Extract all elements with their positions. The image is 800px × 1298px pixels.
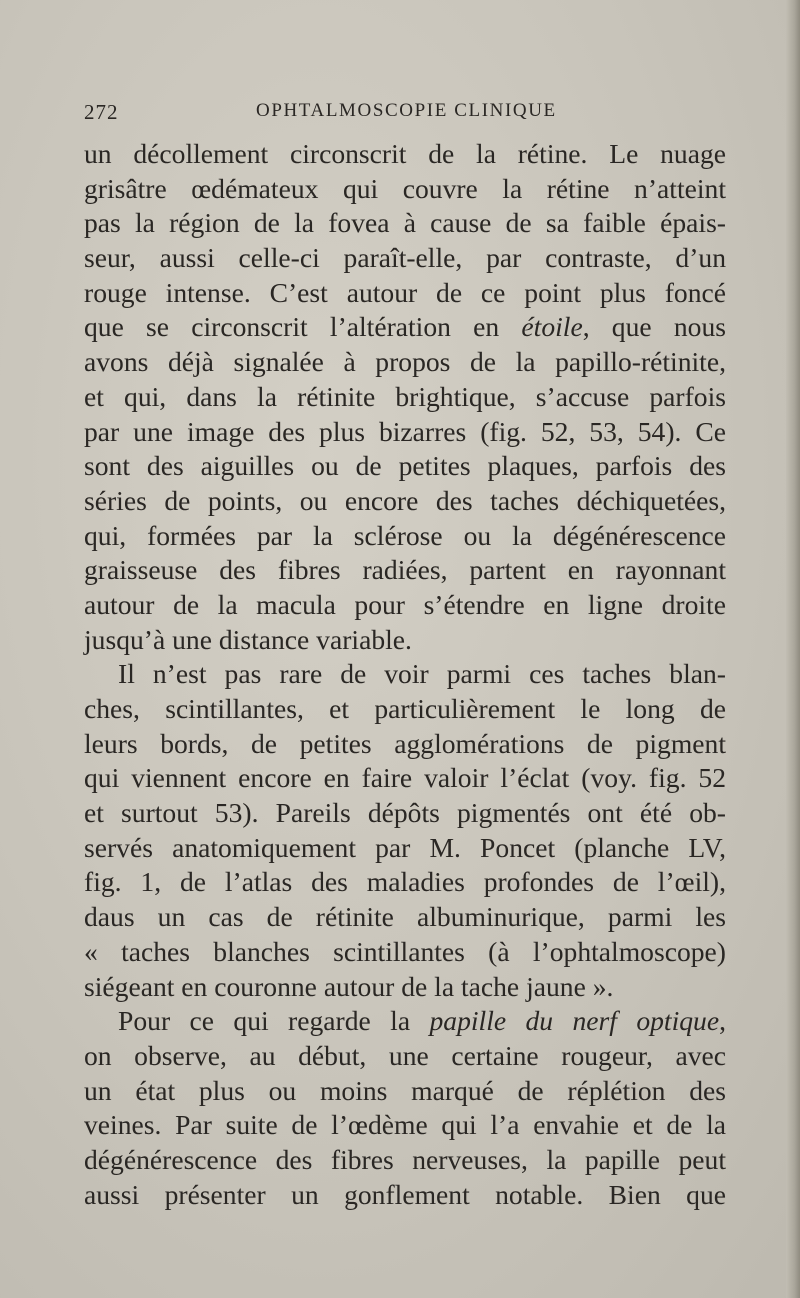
- text-line: et qui, dans la rétinite brightique, s’accuse parfois: [84, 380, 726, 412]
- text-line: Il n’est pas rare de voir parmi ces taches blan-: [118, 658, 726, 690]
- text-segment: , que nous: [582, 311, 726, 343]
- body-text: [84, 137, 726, 1212]
- text-line: jusqu’à une distance variable.: [84, 623, 412, 655]
- text-line: graisseuse des fibres radiées, partent en rayonnant: [84, 554, 726, 586]
- text-line: « taches blanches scintillantes (à l’ophtalmoscope): [84, 935, 726, 967]
- text-line: autour de la macula pour s’étendre en ligne droite: [84, 588, 726, 620]
- text-line: [84, 1004, 726, 1039]
- italic-term: papille du nerf optique: [429, 1005, 720, 1037]
- text-line: leurs bords, de petites agglomérations de pigment: [84, 727, 726, 759]
- text-line: ches, scintillantes, et particulièrement le long de: [84, 693, 726, 724]
- text-line: et surtout 53). Pareils dépôts pigmentés ont été ob-: [84, 797, 726, 829]
- text-line: sont des aiguilles ou de petites plaques, parfois des: [84, 450, 726, 482]
- text-line: servés anatomiquement par M. Poncet (planche LV,: [84, 831, 726, 863]
- text-line: on observe, au début, une certaine rougeur, avec: [84, 1039, 726, 1071]
- page-edge: [786, 0, 800, 1298]
- text-line: dégénérescence des fibres nerveuses, la papille peut: [84, 1143, 726, 1175]
- text-line: grisâtre œdémateux qui couvre la rétine n’atteint: [84, 172, 726, 204]
- text-line: rouge intense. C’est autour de ce point plus foncé: [84, 276, 726, 308]
- text-line: veines. Par suite de l’œdème qui l’a envahie et de la: [84, 1109, 726, 1141]
- text-line: daus un cas de rétinite albuminurique, parmi les: [84, 901, 726, 933]
- text-line: [84, 310, 726, 345]
- text-line: seur, aussi celle-ci paraît-elle, par contraste, d’un: [84, 242, 726, 274]
- text-segment: ,: [719, 1005, 726, 1037]
- text-line: un état plus ou moins marqué de réplétion des: [84, 1074, 726, 1106]
- page-number: 272: [84, 100, 119, 124]
- text-line: séries de points, ou encore des taches déchiquetées,: [84, 484, 726, 516]
- text-segment: que se circonscrit l’altération en: [84, 311, 522, 343]
- text-line: avons déjà signalée à propos de la papillo-rétinite,: [84, 346, 726, 378]
- text-line: pas la région de la fovea à cause de sa faible épais-: [84, 207, 726, 239]
- text-line: aussi présenter un gonflement notable. Bien que: [84, 1178, 726, 1210]
- text-line: siégeant en couronne autour de la tache jaune ».: [84, 970, 614, 1002]
- text-line: un décollement circonscrit de la rétine. Le nuage: [84, 138, 726, 169]
- italic-term: étoile: [521, 311, 583, 343]
- text-line: fig. 1, de l’atlas des maladies profondes de l’œil),: [84, 866, 726, 898]
- text-line: qui viennent encore en faire valoir l’éclat (voy. fig. 52: [84, 762, 726, 794]
- text-line: par une image des plus bizarres (fig. 52, 53, 54). Ce: [84, 415, 726, 447]
- text-segment: Pour ce qui regarde la: [118, 1005, 430, 1037]
- page-header: [84, 100, 724, 130]
- text-line: qui, formées par la sclérose ou la dégénérescence: [84, 519, 726, 551]
- running-head: OPHTALMOSCOPIE CLINIQUE: [256, 100, 557, 121]
